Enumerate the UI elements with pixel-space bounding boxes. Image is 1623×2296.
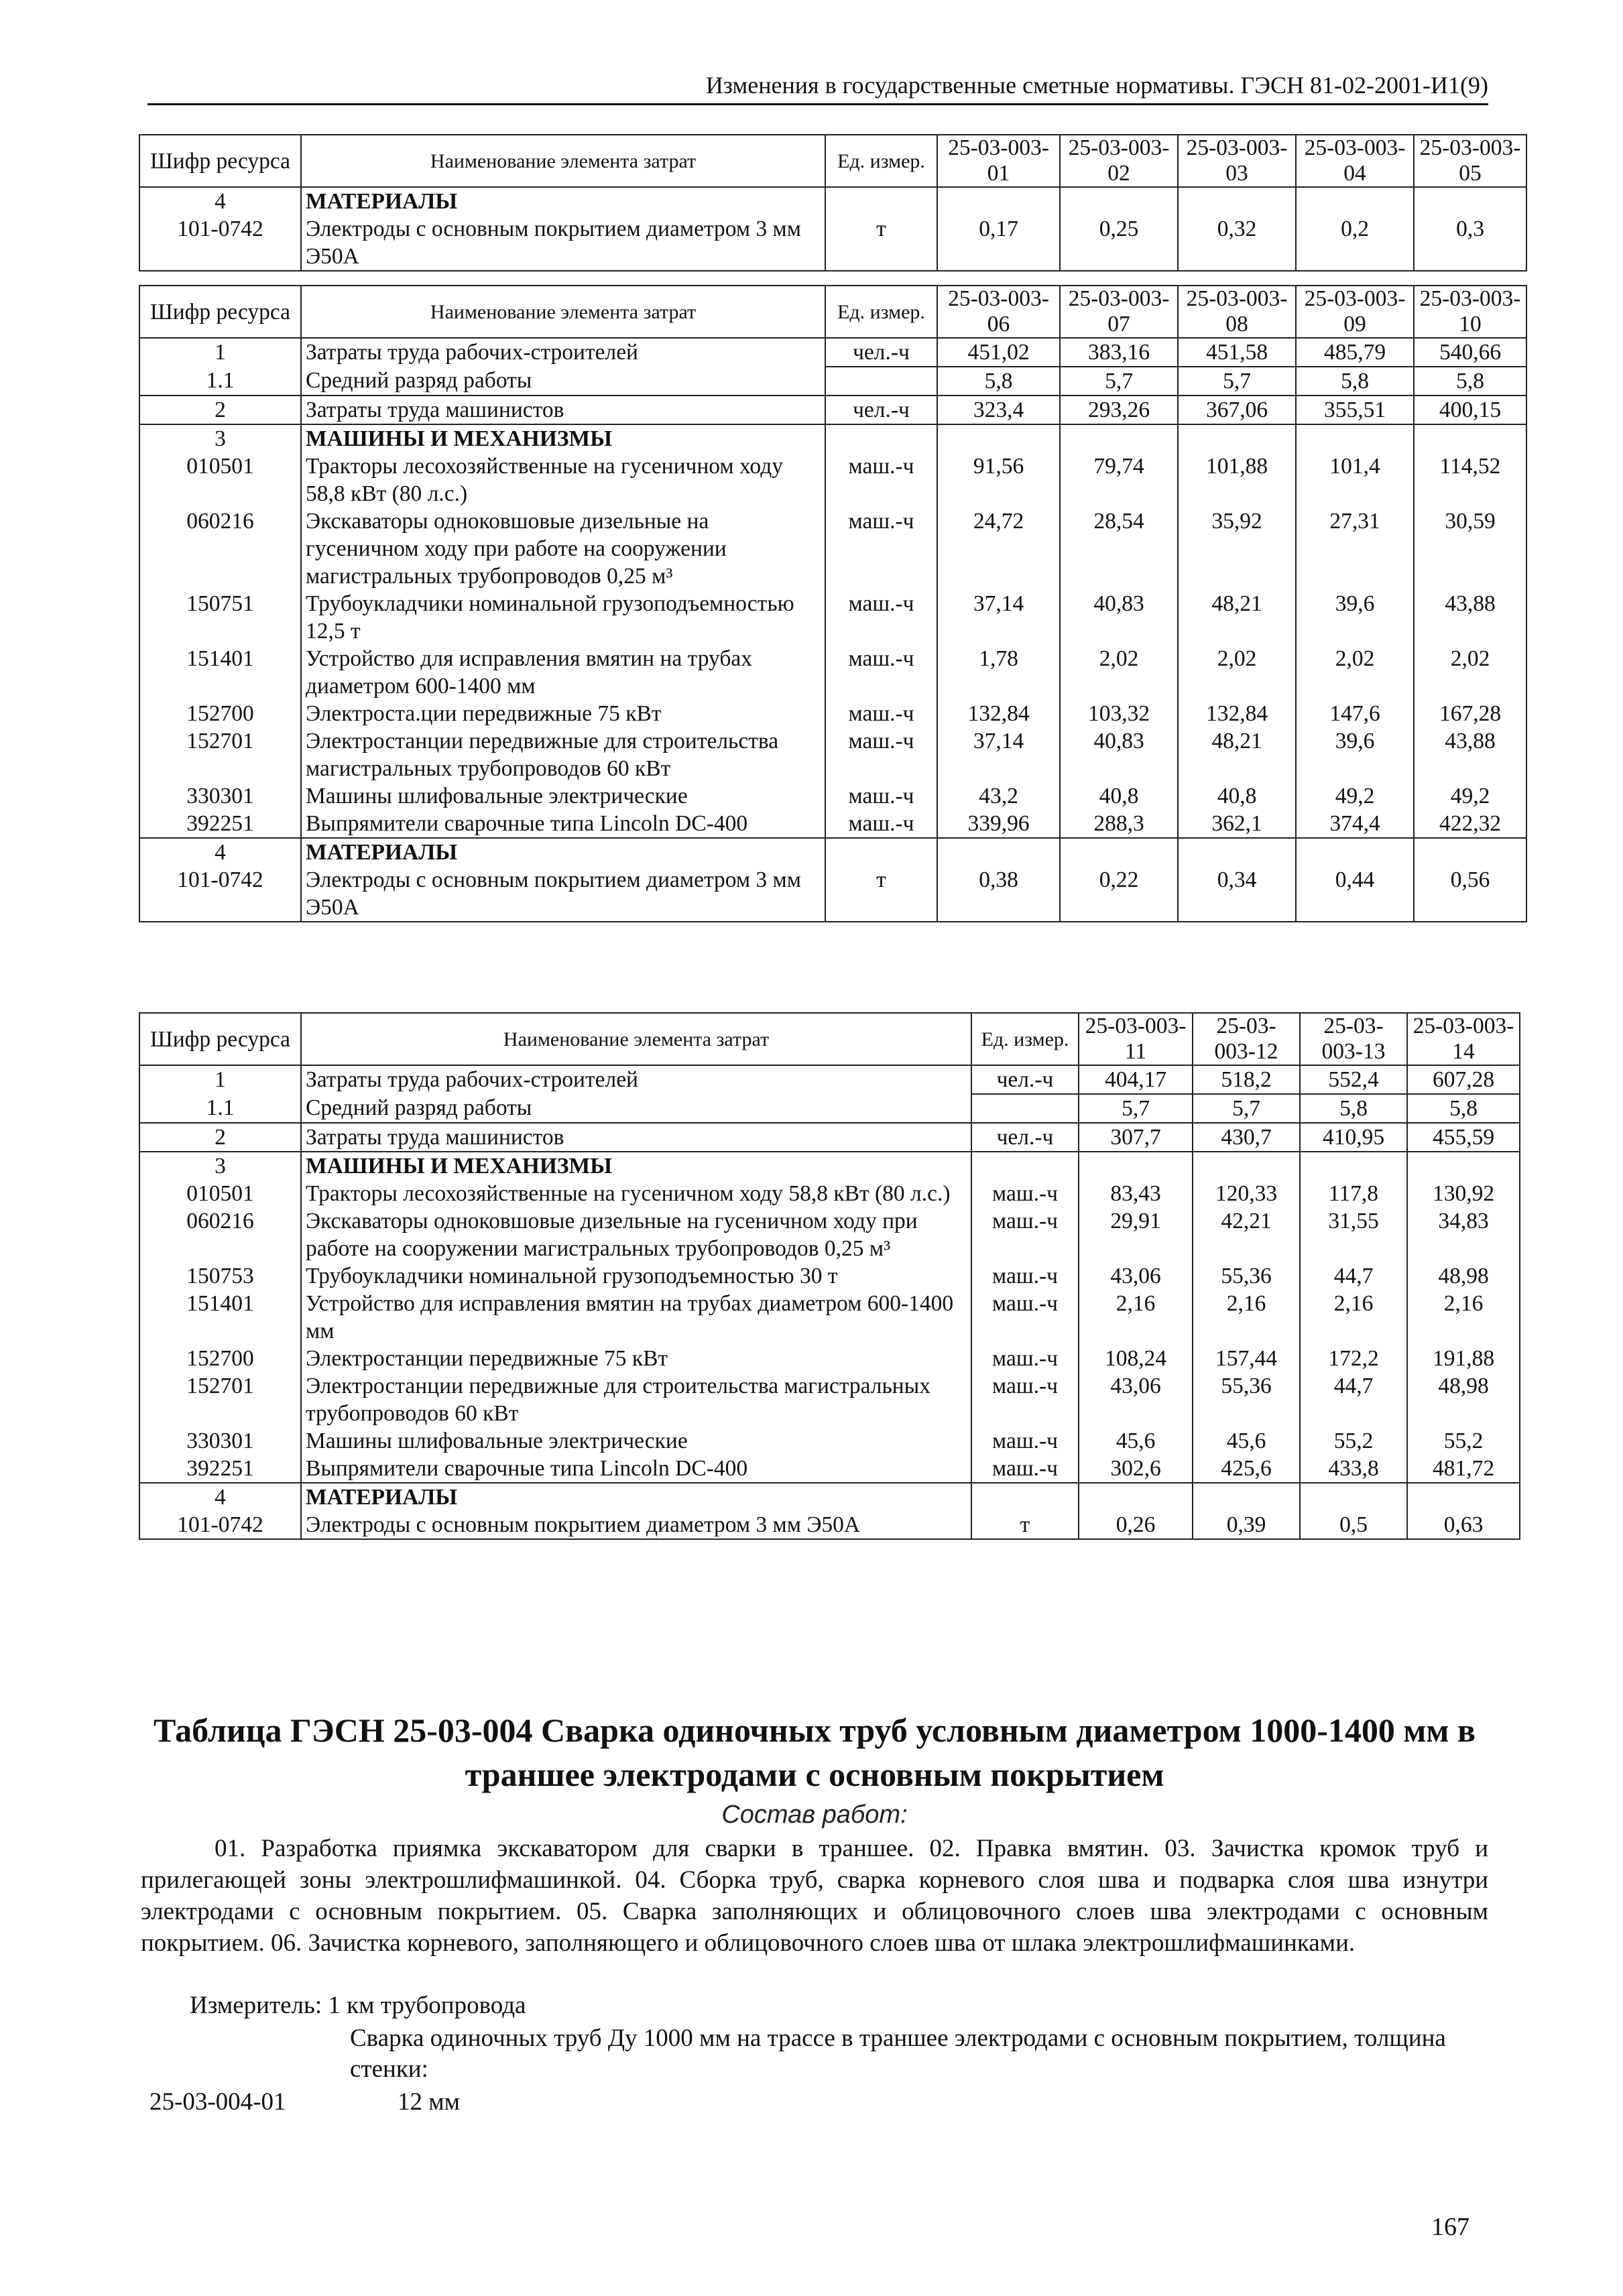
unit: маш.-ч	[971, 1207, 1079, 1262]
norm-value: 48,98	[1407, 1372, 1520, 1427]
table-row	[139, 187, 1526, 215]
table-row	[139, 424, 1526, 452]
resource-name: Электроды с основным покрытием диаметром 3 мм Э50А	[301, 215, 825, 271]
norm-value: 45,6	[1193, 1427, 1300, 1455]
header-norm-code: 25-03-003-05	[1414, 135, 1526, 187]
norm-value: 132,84	[937, 700, 1060, 727]
wall-thickness: 12 мм	[398, 2088, 461, 2116]
norm-value: 91,56	[937, 452, 1060, 507]
norm-value: 39,6	[1296, 590, 1414, 645]
unit: маш.-ч	[825, 507, 937, 590]
norm-value	[1079, 1483, 1193, 1511]
resource-code: 2	[139, 1123, 301, 1152]
norm-value: 2,16	[1079, 1290, 1193, 1345]
norm-value: 2,16	[1193, 1290, 1300, 1345]
table-row	[139, 838, 1526, 866]
unit: маш.-ч	[971, 1180, 1079, 1207]
unit	[825, 424, 937, 452]
unit: маш.-ч	[971, 1345, 1079, 1372]
table-row	[139, 367, 1526, 396]
resource-name: Затраты труда машинистов	[301, 396, 825, 424]
resource-code: 151401	[139, 645, 301, 700]
header-unit: Ед. измер.	[825, 286, 937, 338]
unit: маш.-ч	[825, 645, 937, 700]
norm-value: 191,88	[1407, 1345, 1520, 1372]
header-norm-code: 25-03-003-12	[1193, 1013, 1300, 1065]
unit	[971, 1483, 1079, 1511]
norm-value: 34,83	[1407, 1207, 1520, 1262]
norm-value	[1296, 187, 1414, 215]
header-name: Наименование элемента затрат	[301, 135, 825, 187]
table-row	[139, 1262, 1520, 1290]
header-norm-code: 25-03-003-11	[1079, 1013, 1193, 1065]
table-row	[139, 727, 1526, 782]
resource-code: 3	[139, 424, 301, 452]
norm-value: 425,6	[1193, 1455, 1300, 1483]
table-row	[139, 1511, 1520, 1539]
norm-value: 5,7	[1178, 367, 1296, 396]
resource-code: 010501	[139, 452, 301, 507]
resource-code: 150753	[139, 1262, 301, 1290]
table-row	[139, 215, 1526, 271]
norm-value	[1407, 1152, 1520, 1180]
resource-code: 010501	[139, 1180, 301, 1207]
norm-value: 45,6	[1079, 1427, 1193, 1455]
norm-value	[937, 187, 1060, 215]
norm-value: 55,36	[1193, 1372, 1300, 1427]
norm-value: 55,2	[1407, 1427, 1520, 1455]
norm-value: 39,6	[1296, 727, 1414, 782]
resource-code: 1	[139, 338, 301, 367]
norm-value: 43,2	[937, 782, 1060, 810]
page-number: 167	[1431, 2213, 1469, 2241]
norm-value	[1193, 1483, 1300, 1511]
header-name: Наименование элемента затрат	[301, 1013, 971, 1065]
norm-value: 43,06	[1079, 1372, 1193, 1427]
resource-name: Электростанции передвижные для строительства магистральных трубопроводов 60 кВт	[301, 727, 825, 782]
norm-value	[1060, 187, 1178, 215]
norm-value: 48,98	[1407, 1262, 1520, 1290]
resource-code: 101-0742	[139, 1511, 301, 1539]
norm-value: 101,4	[1296, 452, 1414, 507]
table-header-row	[139, 1013, 1520, 1065]
resource-code: 392251	[139, 1455, 301, 1483]
norm-value: 5,8	[1296, 367, 1414, 396]
header-norm-code: 25-03-003-07	[1060, 286, 1178, 338]
resource-name: Экскаваторы одноковшовые дизельные на гусеничном ходу при работе на сооружении магистральных трубопроводов 0,25 м³	[301, 507, 825, 590]
unit	[971, 1094, 1079, 1123]
resource-code: 1.1	[139, 367, 301, 396]
norm-value: 43,88	[1414, 727, 1526, 782]
norm-value: 5,8	[1300, 1094, 1407, 1123]
work-composition-label: Состав работ:	[721, 1801, 908, 1829]
norm-code: 25-03-004-01	[149, 2088, 286, 2116]
norm-value: 552,4	[1300, 1065, 1407, 1094]
norm-value: 451,02	[937, 338, 1060, 367]
norm-value: 43,88	[1414, 590, 1526, 645]
norm-value: 5,8	[1407, 1094, 1520, 1123]
norm-value: 0,56	[1414, 866, 1526, 922]
norm-value: 0,32	[1178, 215, 1296, 271]
resource-code: 060216	[139, 1207, 301, 1262]
norm-value	[1060, 838, 1178, 866]
norm-value: 2,02	[1060, 645, 1178, 700]
norm-value: 79,74	[1060, 452, 1178, 507]
resource-name: Трубоукладчики номинальной грузоподъемностью 12,5 т	[301, 590, 825, 645]
norm-value: 485,79	[1296, 338, 1414, 367]
table-row	[139, 1065, 1520, 1094]
resource-name: МАШИНЫ И МЕХАНИЗМЫ	[301, 1152, 971, 1180]
norm-value: 0,44	[1296, 866, 1414, 922]
norm-value	[1296, 838, 1414, 866]
norm-value: 24,72	[937, 507, 1060, 590]
norm-value: 49,2	[1296, 782, 1414, 810]
resource-code: 392251	[139, 810, 301, 838]
norm-value: 430,7	[1193, 1123, 1300, 1152]
unit: чел.-ч	[825, 396, 937, 424]
norm-value: 0,17	[937, 215, 1060, 271]
norm-table-003-11-14	[139, 1012, 1520, 1540]
table-row	[139, 645, 1526, 700]
resource-code: 060216	[139, 507, 301, 590]
resource-code: 151401	[139, 1290, 301, 1345]
norm-value: 40,83	[1060, 727, 1178, 782]
norm-value: 451,58	[1178, 338, 1296, 367]
norm-value: 2,16	[1407, 1290, 1520, 1345]
unit: маш.-ч	[825, 700, 937, 727]
norm-value	[1296, 424, 1414, 452]
unit	[825, 187, 937, 215]
unit	[825, 838, 937, 866]
norm-value: 167,28	[1414, 700, 1526, 727]
resource-name: Трубоукладчики номинальной грузоподъемностью 30 т	[301, 1262, 971, 1290]
header-code: Шифр ресурса	[139, 1013, 301, 1065]
norm-value	[1300, 1152, 1407, 1180]
resource-name: Затраты труда машинистов	[301, 1123, 971, 1152]
norm-value	[937, 424, 1060, 452]
resource-name: МАТЕРИАЛЫ	[301, 838, 825, 866]
unit	[971, 1152, 1079, 1180]
resource-name: Устройство для исправления вмятин на трубах диаметром 600-1400 мм	[301, 645, 825, 700]
resource-name: МАШИНЫ И МЕХАНИЗМЫ	[301, 424, 825, 452]
resource-name: Средний разряд работы	[301, 367, 825, 396]
norm-value: 607,28	[1407, 1065, 1520, 1094]
resource-code: 1	[139, 1065, 301, 1094]
norm-value: 172,2	[1300, 1345, 1407, 1372]
resource-name: Машины шлифовальные электрические	[301, 782, 825, 810]
resource-code: 1.1	[139, 1094, 301, 1123]
norm-value	[1407, 1483, 1520, 1511]
norm-value: 120,33	[1193, 1180, 1300, 1207]
unit: маш.-ч	[825, 452, 937, 507]
resource-code: 152701	[139, 1372, 301, 1427]
resource-code: 152700	[139, 700, 301, 727]
norm-value: 117,8	[1300, 1180, 1407, 1207]
resource-name: Машины шлифовальные электрические	[301, 1427, 971, 1455]
unit: маш.-ч	[971, 1427, 1079, 1455]
table-header-row	[139, 286, 1526, 338]
resource-code: 4	[139, 838, 301, 866]
norm-value	[1414, 187, 1526, 215]
norm-value: 0,25	[1060, 215, 1178, 271]
norm-value: 404,17	[1079, 1065, 1193, 1094]
resource-name: Экскаваторы одноковшовые дизельные на гусеничном ходу при работе на сооружении магистральных трубопроводов 0,25 м³	[301, 1207, 971, 1262]
norm-value	[1193, 1152, 1300, 1180]
norm-caption: Сварка одиночных труб Ду 1000 мм на трассе в траншее электродами с основным покрытием, толщина стенки:	[350, 2025, 1446, 2083]
resource-name: Электростанции передвижные для строительства магистральных трубопроводов 60 кВт	[301, 1372, 971, 1427]
header-unit: Ед. измер.	[825, 135, 937, 187]
norm-value: 2,02	[1414, 645, 1526, 700]
norm-value: 101,88	[1178, 452, 1296, 507]
norm-value: 367,06	[1178, 396, 1296, 424]
norm-value: 55,2	[1300, 1427, 1407, 1455]
norm-value: 37,14	[937, 727, 1060, 782]
resource-name: Затраты труда рабочих-строителей	[301, 1065, 971, 1094]
norm-value: 31,55	[1300, 1207, 1407, 1262]
header-norm-code: 25-03-003-01	[937, 135, 1060, 187]
norm-value: 28,54	[1060, 507, 1178, 590]
norm-value: 108,24	[1079, 1345, 1193, 1372]
norm-value: 44,7	[1300, 1262, 1407, 1290]
table-row	[139, 866, 1526, 922]
table-row	[139, 1207, 1520, 1262]
norm-value: 5,8	[1414, 367, 1526, 396]
table-row	[139, 1345, 1520, 1372]
table-row	[139, 1455, 1520, 1483]
header-norm-code: 25-03-003-06	[937, 286, 1060, 338]
norm-value: 307,7	[1079, 1123, 1193, 1152]
norm-value	[1060, 424, 1178, 452]
norm-value: 30,59	[1414, 507, 1526, 590]
header-norm-code: 25-03-003-14	[1407, 1013, 1520, 1065]
norm-value: 35,92	[1178, 507, 1296, 590]
norm-value	[937, 838, 1060, 866]
resource-code: 152700	[139, 1345, 301, 1372]
norm-value: 0,38	[937, 866, 1060, 922]
resource-code: 3	[139, 1152, 301, 1180]
table-row	[139, 782, 1526, 810]
norm-value: 339,96	[937, 810, 1060, 838]
unit: маш.-ч	[825, 727, 937, 782]
resource-name: МАТЕРИАЛЫ	[301, 1483, 971, 1511]
header-norm-code: 25-03-003-13	[1300, 1013, 1407, 1065]
unit: маш.-ч	[971, 1290, 1079, 1345]
norm-value: 0,39	[1193, 1511, 1300, 1539]
resource-code: 152701	[139, 727, 301, 782]
resource-code: 4	[139, 1483, 301, 1511]
table-row	[139, 1372, 1520, 1427]
norm-value	[1079, 1152, 1193, 1180]
norm-value: 48,21	[1178, 727, 1296, 782]
table-row	[139, 1094, 1520, 1123]
meter-text: Измеритель: 1 км трубопровода	[190, 1992, 526, 2019]
norm-value: 49,2	[1414, 782, 1526, 810]
norm-value	[1178, 187, 1296, 215]
resource-name: Электроста.ции передвижные 75 кВт	[301, 700, 825, 727]
norm-value: 43,06	[1079, 1262, 1193, 1290]
norm-value: 5,7	[1079, 1094, 1193, 1123]
header-name: Наименование элемента затрат	[301, 286, 825, 338]
work-composition-text: 01. Разработка приямка экскаватором для сварки в траншее. 02. Правка вмятин. 03. Зачистка кромок труб и прилегающей зоны электрошлифмашинкой. 04. Сборка труб, сварка корневого слоя шва и подварка слоя шва изнутри электродами с основным покрытием. 05. Сварка заполняющих и облицовочного слоев шва электродами с основным покрытием. 06. Зачистка корневого, заполняющего и облицовочного слоев шва от шлака электрошлифмашинками.	[141, 1835, 1488, 1957]
norm-value: 518,2	[1193, 1065, 1300, 1094]
norm-value: 293,26	[1060, 396, 1178, 424]
resource-name: Тракторы лесохозяйственные на гусеничном ходу 58,8 кВт (80 л.с.)	[301, 452, 825, 507]
table-row	[139, 1427, 1520, 1455]
norm-value: 130,92	[1407, 1180, 1520, 1207]
unit: маш.-ч	[971, 1372, 1079, 1427]
header-norm-code: 25-03-003-04	[1296, 135, 1414, 187]
norm-value: 5,8	[937, 367, 1060, 396]
table-row	[139, 810, 1526, 838]
resource-name: Средний разряд работы	[301, 1094, 971, 1123]
norm-value: 0,2	[1296, 215, 1414, 271]
norm-value: 0,22	[1060, 866, 1178, 922]
resource-code: 2	[139, 396, 301, 424]
resource-code: 4	[139, 187, 301, 215]
table-row	[139, 1123, 1520, 1152]
header-norm-code: 25-03-003-10	[1414, 286, 1526, 338]
norm-value: 0,34	[1178, 866, 1296, 922]
norm-value: 481,72	[1407, 1455, 1520, 1483]
unit: чел.-ч	[825, 338, 937, 367]
norm-value	[1300, 1483, 1407, 1511]
norm-value: 422,32	[1414, 810, 1526, 838]
resource-name: МАТЕРИАЛЫ	[301, 187, 825, 215]
norm-value: 103,32	[1060, 700, 1178, 727]
table-title: Таблица ГЭСН 25-03-004 Сварка одиночных труб условным диаметром 1000-1400 мм в траншее электродами с основным покрытием	[154, 1711, 1476, 1793]
norm-value	[1414, 424, 1526, 452]
norm-value: 374,4	[1296, 810, 1414, 838]
unit: маш.-ч	[825, 782, 937, 810]
resource-name: Затраты труда рабочих-строителей	[301, 338, 825, 367]
unit: чел.-ч	[971, 1065, 1079, 1094]
table-row	[139, 452, 1526, 507]
unit: маш.-ч	[971, 1262, 1079, 1290]
norm-value: 42,21	[1193, 1207, 1300, 1262]
resource-code: 330301	[139, 782, 301, 810]
unit: маш.-ч	[971, 1455, 1079, 1483]
norm-value: 114,52	[1414, 452, 1526, 507]
norm-value: 40,83	[1060, 590, 1178, 645]
table-row	[139, 1290, 1520, 1345]
unit: т	[825, 866, 937, 922]
resource-code: 101-0742	[139, 215, 301, 271]
norm-value: 27,31	[1296, 507, 1414, 590]
norm-value: 2,02	[1178, 645, 1296, 700]
header-code: Шифр ресурса	[139, 286, 301, 338]
table-row	[139, 700, 1526, 727]
norm-value: 540,66	[1414, 338, 1526, 367]
norm-value: 0,63	[1407, 1511, 1520, 1539]
table-row	[139, 590, 1526, 645]
header-unit: Ед. измер.	[971, 1013, 1079, 1065]
resource-code: 330301	[139, 1427, 301, 1455]
norm-value: 383,16	[1060, 338, 1178, 367]
header-code: Шифр ресурса	[139, 135, 301, 187]
norm-value: 362,1	[1178, 810, 1296, 838]
norm-value: 44,7	[1300, 1372, 1407, 1427]
norm-value: 40,8	[1060, 782, 1178, 810]
norm-value: 2,02	[1296, 645, 1414, 700]
norm-value: 5,7	[1193, 1094, 1300, 1123]
norm-value: 0,26	[1079, 1511, 1193, 1539]
norm-value: 55,36	[1193, 1262, 1300, 1290]
norm-value: 37,14	[937, 590, 1060, 645]
norm-value: 0,3	[1414, 215, 1526, 271]
table-row	[139, 1152, 1520, 1180]
norm-value: 400,15	[1414, 396, 1526, 424]
norm-value: 410,95	[1300, 1123, 1407, 1152]
norm-table-003-06-10	[139, 285, 1527, 922]
norm-value	[1178, 838, 1296, 866]
running-header: Изменения в государственные сметные нормативы. ГЭСН 81-02-2001-И1(9)	[147, 70, 1488, 105]
unit: маш.-ч	[825, 810, 937, 838]
resource-code: 150751	[139, 590, 301, 645]
norm-value: 157,44	[1193, 1345, 1300, 1372]
unit: т	[825, 215, 937, 271]
resource-code: 101-0742	[139, 866, 301, 922]
norm-value: 355,51	[1296, 396, 1414, 424]
unit: чел.-ч	[971, 1123, 1079, 1152]
norm-value: 0,5	[1300, 1511, 1407, 1539]
norm-value: 455,59	[1407, 1123, 1520, 1152]
norm-value: 40,8	[1178, 782, 1296, 810]
norm-value	[1178, 424, 1296, 452]
unit	[825, 367, 937, 396]
resource-name: Тракторы лесохозяйственные на гусеничном ходу 58,8 кВт (80 л.с.)	[301, 1180, 971, 1207]
norm-value: 5,7	[1060, 367, 1178, 396]
header-norm-code: 25-03-003-02	[1060, 135, 1178, 187]
norm-value: 2,16	[1300, 1290, 1407, 1345]
resource-name: Электроды с основным покрытием диаметром 3 мм Э50А	[301, 866, 825, 922]
table-row	[139, 396, 1526, 424]
table-row	[139, 1180, 1520, 1207]
norm-value: 83,43	[1079, 1180, 1193, 1207]
table-row	[139, 507, 1526, 590]
resource-name: Электроды с основным покрытием диаметром 3 мм Э50А	[301, 1511, 971, 1539]
norm-value: 48,21	[1178, 590, 1296, 645]
unit: маш.-ч	[825, 590, 937, 645]
table-row	[139, 1483, 1520, 1511]
norm-value: 302,6	[1079, 1455, 1193, 1483]
resource-name: Выпрямители сварочные типа Lincoln DC-400	[301, 810, 825, 838]
norm-value	[1414, 838, 1526, 866]
norm-value: 132,84	[1178, 700, 1296, 727]
norm-value: 433,8	[1300, 1455, 1407, 1483]
norm-value: 323,4	[937, 396, 1060, 424]
norm-value: 1,78	[937, 645, 1060, 700]
resource-name: Выпрямители сварочные типа Lincoln DC-400	[301, 1455, 971, 1483]
header-norm-code: 25-03-003-08	[1178, 286, 1296, 338]
norm-value: 147,6	[1296, 700, 1414, 727]
norm-table-003-01-05	[139, 134, 1527, 271]
unit: т	[971, 1511, 1079, 1539]
header-norm-code: 25-03-003-03	[1178, 135, 1296, 187]
header-norm-code: 25-03-003-09	[1296, 286, 1414, 338]
resource-name: Устройство для исправления вмятин на трубах диаметром 600-1400 мм	[301, 1290, 971, 1345]
table-header-row	[139, 135, 1526, 187]
norm-value: 29,91	[1079, 1207, 1193, 1262]
table-row	[139, 338, 1526, 367]
norm-value: 288,3	[1060, 810, 1178, 838]
resource-name: Электростанции передвижные 75 кВт	[301, 1345, 971, 1372]
